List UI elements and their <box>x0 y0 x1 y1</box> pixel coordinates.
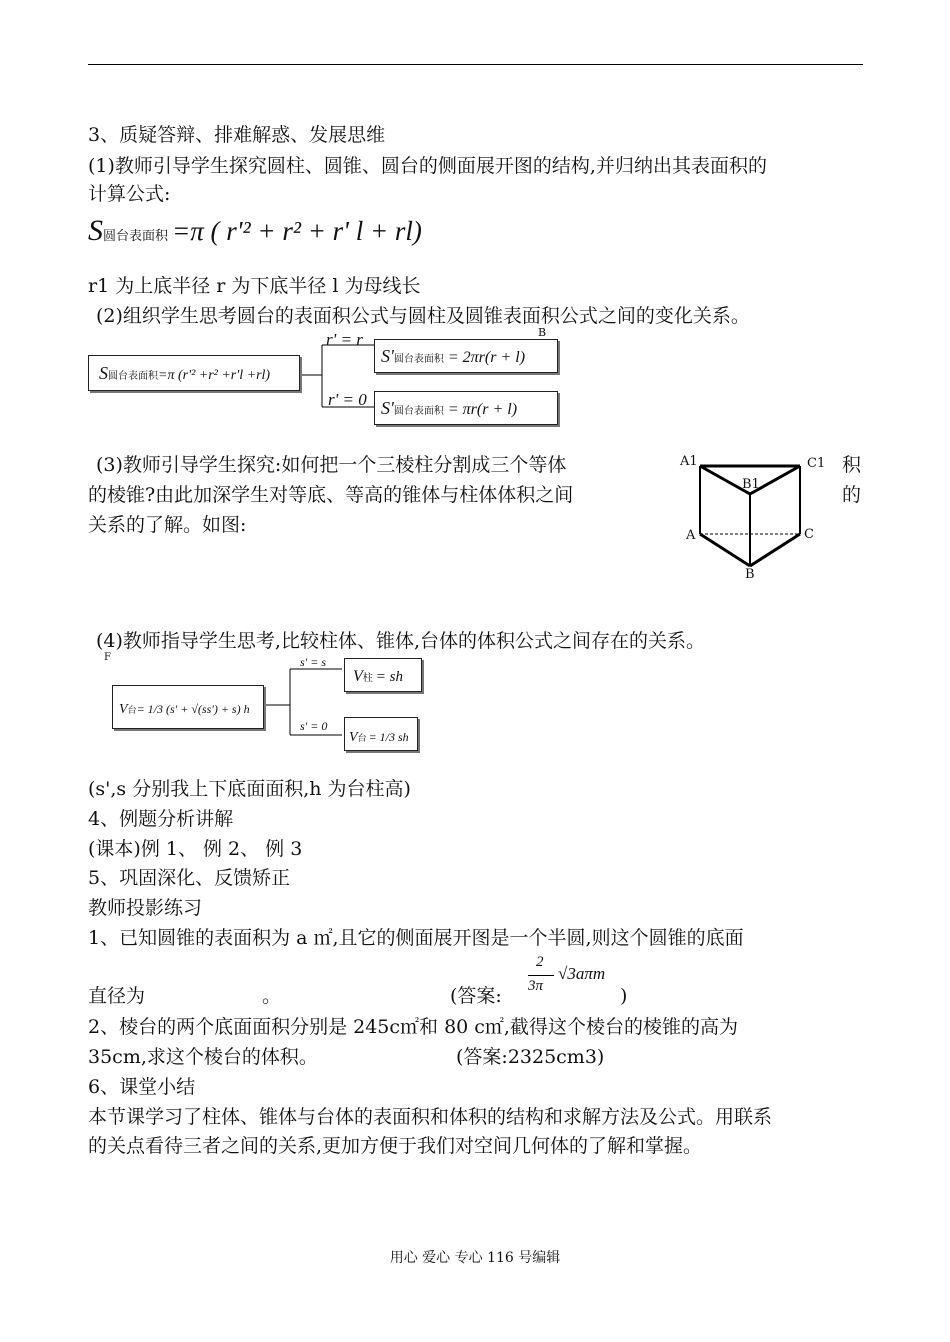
formula-rhs: =π ( r'² + r² + r' l + rl) <box>172 216 422 246</box>
vertex-label-a1: A1 <box>680 454 698 469</box>
diagram2-top-subscript: 柱 <box>362 673 373 684</box>
diagram1-condition-top: r' = r <box>326 330 363 349</box>
diagram2-bottom-rhs: = 1/3 sh <box>368 730 409 744</box>
radius-note: r1 为上底半径 r 为下底半径 l 为母线长 <box>88 275 421 297</box>
paragraph-1-line-2: 计算公式: <box>88 183 171 205</box>
section4-heading: 4、例题分析讲解 <box>88 808 234 830</box>
diagram2-bottom-subscript: 台 <box>357 734 367 744</box>
vertex-label-c: C <box>804 527 814 542</box>
answer-fraction-numerator: 2 <box>536 954 544 970</box>
question-2-line-1: 2、棱台的两个底面面积分别是 245c㎡和 80 c㎡,截得这个棱台的棱锥的高为 <box>88 1016 738 1038</box>
vertex-label-c1: C1 <box>807 456 826 471</box>
paragraph-1-line-1: (1)教师引导学生探究圆柱、圆锥、圆台的侧面展开图的结构,并归纳出其表面积的 <box>88 155 767 177</box>
vertex-label-a: A <box>686 528 696 543</box>
diagram2-main-box <box>112 685 264 729</box>
paragraph-3-line-3: 关系的了解。如图: <box>88 514 247 536</box>
summary-line-1: 本节课学习了柱体、锥体与台体的表面积和体积的结构和求解方法及公式。用联系 <box>88 1106 773 1128</box>
diagram1-main-subscript: 圆台表面积 <box>108 371 158 382</box>
paragraph-3-line-1-end: 积 <box>842 454 862 476</box>
diagram1-bottom-subscript: 圆台表面积 <box>393 406 444 417</box>
diagram2-main-subscript: 台 <box>127 706 137 716</box>
diagram2-bottom-v: V <box>349 730 358 745</box>
question-1-answer-label: (答案: <box>450 985 502 1007</box>
question-2-answer: (答案:2325cm3) <box>456 1046 605 1068</box>
question-1-line-1: 1、已知圆锥的表面积为 a ㎡,且它的侧面展开图是一个半圆,则这个圆锥的底面 <box>88 927 744 949</box>
diagram1-stray-label: B <box>538 326 547 339</box>
diagram1-main-rhs: =π (r'² +r² +r'l +rl) <box>158 368 271 383</box>
paragraph-3-line-1: (3)教师引导学生探究:如何把一个三棱柱分割成三个等体 <box>96 454 567 476</box>
diagram1-top-s: S' <box>381 346 394 366</box>
question-1-line-2-period: 。 <box>262 985 282 1007</box>
question-1-answer-expression <box>524 954 618 1004</box>
diagram2-top-v: V <box>353 668 363 685</box>
diagram2-main-rhs: = 1/3 (s' + √(ss') + s) h <box>136 702 250 716</box>
vertex-label-b1: B1 <box>742 477 760 492</box>
paragraph-4: (4)教师指导学生思考,比较柱体、锥体,台体的体积公式之间存在的关系。 <box>96 630 705 652</box>
formula-s: S <box>88 214 103 247</box>
diagram1-bottom-s: S' <box>381 398 394 418</box>
diagram2-bottom-box <box>344 717 418 751</box>
question-1-answer-close: ) <box>620 985 628 1007</box>
page-footer: 用心 爱心 专心 116 号编辑 <box>389 1250 561 1266</box>
diagram2-main-v: V <box>119 702 128 717</box>
section5-heading: 5、巩固深化、反馈矫正 <box>88 867 291 889</box>
answer-fraction-denominator: 3π <box>528 978 544 994</box>
summary-line-2: 的关点看待三者之间的关系,更加方便于我们对空间几何体的了解和掌握。 <box>88 1135 703 1157</box>
examples-line: (课本)例 1、 例 2、 例 3 <box>88 838 303 860</box>
paragraph-2: (2)组织学生思考圆台的表面积公式与圆柱及圆锥表面积公式之间的变化关系。 <box>96 305 750 327</box>
diagram2-top-box <box>344 658 422 692</box>
diagram1-bottom-rhs: = πr(r + l) <box>447 401 518 418</box>
section6-heading: 6、课堂小结 <box>88 1076 196 1098</box>
projection-exercises-label: 教师投影练习 <box>88 897 203 919</box>
formula-subscript: 圆台表面积 <box>103 229 169 244</box>
question-1-line-2-start: 直径为 <box>88 985 146 1007</box>
paragraph-3-line-2-end: 的 <box>842 484 862 506</box>
section3-heading: 3、质疑答辩、排难解惑、发展思维 <box>88 124 386 146</box>
diagram2-condition-bottom: s' = 0 <box>300 719 328 733</box>
diagram2-stray-label: F <box>104 652 111 663</box>
diagram2-top-rhs: = sh <box>375 669 403 685</box>
area-height-note: (s',s 分别我上下底面面积,h 为台柱高) <box>88 778 411 800</box>
paragraph-3-line-2: 的棱锥?由此加深学生对等底、等高的锥体与柱体体积之间 <box>88 484 574 506</box>
answer-fraction-bar <box>528 975 554 976</box>
vertex-label-b: B <box>745 567 755 582</box>
answer-radical: √3aπm <box>558 964 606 983</box>
question-2-line-2: 35cm,求这个棱台的体积。 <box>88 1046 318 1068</box>
diagram1-main-s: S <box>99 363 108 383</box>
diagram1-top-subscript: 圆台表面积 <box>393 354 444 365</box>
diagram2-condition-top: s' = s <box>300 655 327 669</box>
diagram1-condition-bottom: r' = 0 <box>328 390 367 409</box>
diagram1-top-rhs: = 2πr(r + l) <box>447 349 526 366</box>
